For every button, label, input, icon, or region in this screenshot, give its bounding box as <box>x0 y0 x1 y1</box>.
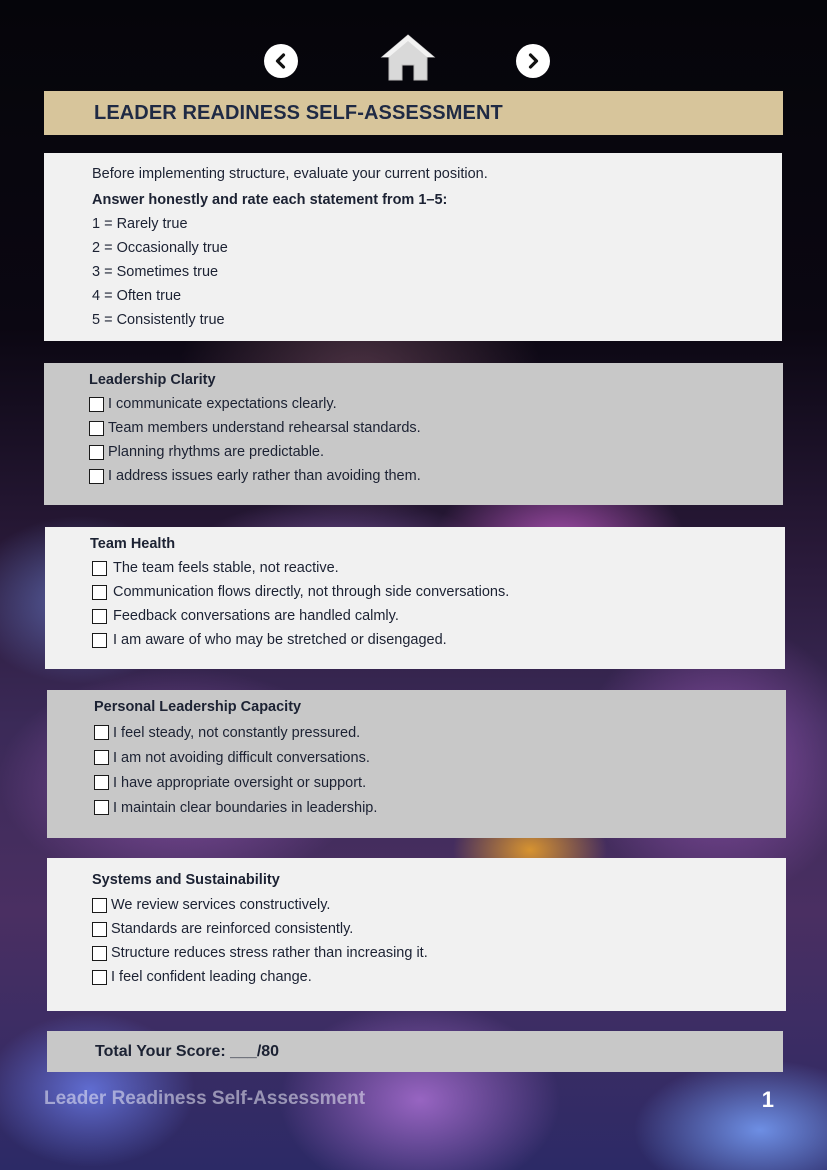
checkbox[interactable] <box>92 561 107 576</box>
chevron-left-icon <box>272 52 290 70</box>
total-score-bar <box>47 1031 783 1072</box>
scale-item: 2 = Occasionally true <box>92 240 228 256</box>
item-label: Communication flows directly, not through side conversations. <box>113 584 510 600</box>
section-team-health <box>45 527 785 669</box>
item-label: I feel steady, not constantly pressured. <box>113 724 361 741</box>
page-navigation <box>0 30 827 90</box>
item-label: I am aware of who may be stretched or disengaged. <box>113 632 447 648</box>
rating-instruction: Answer honestly and rate each statement from 1–5: <box>92 192 448 208</box>
checkbox[interactable] <box>92 970 107 985</box>
next-page-button[interactable] <box>516 44 550 78</box>
item-label: The team feels stable, not reactive. <box>113 560 339 576</box>
checklist-item <box>90 604 785 628</box>
checklist-item <box>92 941 786 965</box>
checklist-item <box>90 556 785 580</box>
scale-item: 4 = Often true <box>92 288 182 304</box>
checkbox[interactable] <box>92 609 107 624</box>
item-label: Structure reduces stress rather than increasing it. <box>111 945 428 961</box>
intro-panel <box>44 153 782 341</box>
item-label: Feedback conversations are handled calmly. <box>113 608 399 624</box>
checklist-item <box>92 917 786 941</box>
item-label: We review services constructively. <box>111 897 331 913</box>
item-label: I feel confident leading change. <box>111 969 312 985</box>
title-banner <box>44 91 783 135</box>
checklist-item <box>94 720 786 745</box>
scale-item: 5 = Consistently true <box>92 312 225 328</box>
checkbox[interactable] <box>92 922 107 937</box>
section-systems-and-sustainability <box>47 858 786 1011</box>
previous-page-button[interactable] <box>264 44 298 78</box>
checkbox[interactable] <box>89 445 104 460</box>
checklist-item <box>89 464 783 488</box>
section-title: Team Health <box>90 536 176 552</box>
checkbox[interactable] <box>94 725 109 740</box>
item-label: Planning rhythms are predictable. <box>108 444 325 460</box>
total-score-label: Total Your Score: ___/80 <box>95 1042 280 1060</box>
intro-text: Before implementing structure, evaluate your current position. <box>92 166 488 182</box>
footer-title: Leader Readiness Self-Assessment <box>44 1088 366 1109</box>
checkbox[interactable] <box>89 469 104 484</box>
item-label: I maintain clear boundaries in leadership. <box>113 799 378 816</box>
scale-item: 3 = Sometimes true <box>92 264 219 280</box>
section-personal-leadership-capacity <box>47 690 786 838</box>
checklist-item <box>94 770 786 795</box>
checkbox[interactable] <box>92 946 107 961</box>
item-label: Team members understand rehearsal standards. <box>108 420 421 436</box>
section-title: Personal Leadership Capacity <box>94 699 302 715</box>
page-number: 1 <box>761 1087 774 1112</box>
checklist-item <box>92 965 786 989</box>
checkbox[interactable] <box>89 397 104 412</box>
checklist-item <box>89 392 783 416</box>
checkbox[interactable] <box>94 775 109 790</box>
item-label: I am not avoiding difficult conversations. <box>113 749 370 766</box>
checkbox[interactable] <box>94 750 109 765</box>
checklist-item <box>94 795 786 820</box>
checklist-item <box>90 580 785 604</box>
checklist-item <box>89 416 783 440</box>
checkbox[interactable] <box>92 633 107 648</box>
section-title: Systems and Sustainability <box>92 872 280 888</box>
item-label: Standards are reinforced consistently. <box>111 921 354 937</box>
checklist-item <box>94 745 786 770</box>
checkbox[interactable] <box>92 585 107 600</box>
checkbox[interactable] <box>92 898 107 913</box>
item-label: I have appropriate oversight or support. <box>113 774 367 791</box>
checkbox[interactable] <box>94 800 109 815</box>
checklist-item <box>89 440 783 464</box>
home-icon <box>380 32 436 82</box>
checklist-item <box>90 628 785 652</box>
section-leadership-clarity <box>44 363 783 505</box>
checkbox[interactable] <box>89 421 104 436</box>
item-label: I communicate expectations clearly. <box>108 396 337 412</box>
chevron-right-icon <box>524 52 542 70</box>
section-title: Leadership Clarity <box>89 372 216 388</box>
scale-item: 1 = Rarely true <box>92 216 188 232</box>
home-button[interactable] <box>380 32 436 82</box>
item-label: I address issues early rather than avoiding them. <box>108 468 421 484</box>
page-title: LEADER READINESS SELF-ASSESSMENT <box>94 101 503 124</box>
checklist-item <box>92 893 786 917</box>
